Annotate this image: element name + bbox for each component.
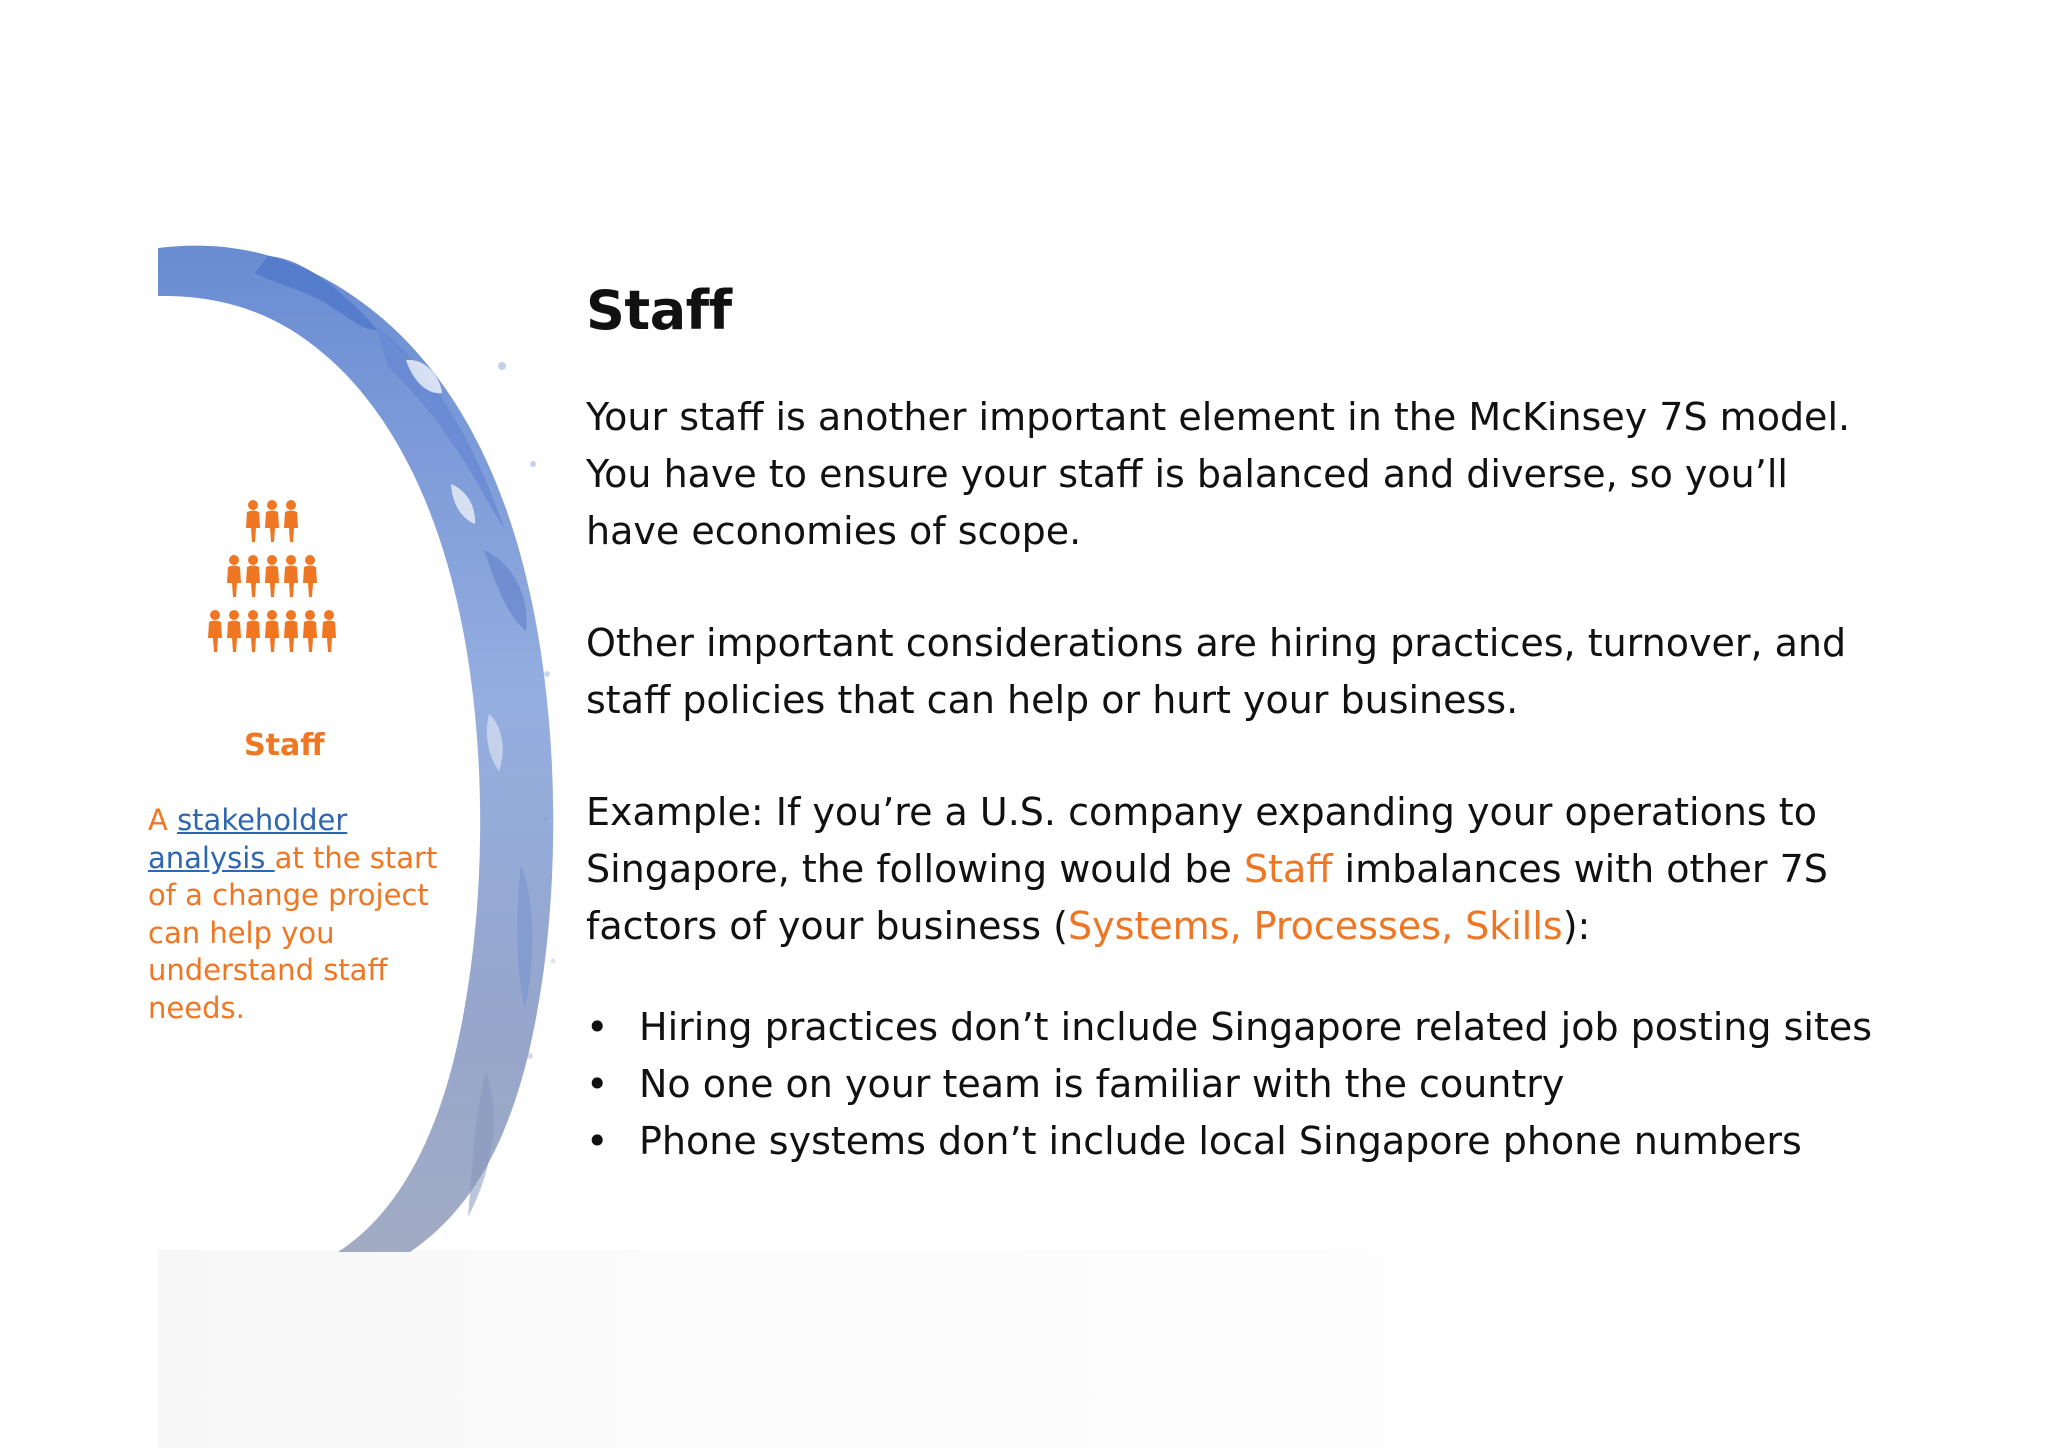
bullet-marker: • <box>586 1005 609 1049</box>
bullet-list <box>586 999 1886 1170</box>
bullet-marker: • <box>586 1062 609 1106</box>
brush-arc-decoration <box>150 240 570 1260</box>
bullet-item-2 <box>586 1056 1886 1113</box>
page-title: Staff <box>586 279 732 342</box>
paragraph-1: Your staff is another important element in the McKinsey 7S model. You have to ensure your staff is balanced and diverse, so you’ll have economies of scope. <box>586 395 1851 553</box>
sidebar-note-text: at the start of a change project can help you understand staff needs. <box>148 840 438 1025</box>
example-paragraph <box>586 784 1886 955</box>
paragraph-2: Other important considerations are hiring practices, turnover, and staff policies that can help or hurt your business. <box>586 621 1847 722</box>
sidebar-note-prefix: A <box>148 803 178 837</box>
staff-highlight: Staff <box>1243 847 1333 891</box>
example-text-1: Example: If you’re a U.S. company expanding your operations to Singapore, the following would be <box>586 790 1817 891</box>
bullet-text: Hiring practices don’t include Singapore related job posting sites <box>639 1005 1873 1049</box>
stakeholder-analysis-link[interactable]: stakeholder analysis <box>148 803 348 875</box>
sidebar-label: Staff <box>244 728 325 763</box>
example-text-2: imbalances with other 7S factors of your business ( <box>586 847 1828 948</box>
bullet-marker: • <box>586 1119 609 1163</box>
bullet-item-3 <box>586 1113 1886 1170</box>
example-text-3: ): <box>1562 904 1591 948</box>
sidebar-note <box>148 802 438 1027</box>
bullet-text: No one on your team is familiar with the country <box>639 1062 1565 1106</box>
main-content <box>586 276 1886 1170</box>
people-pyramid-icon <box>203 498 351 662</box>
background-panel <box>158 1250 2038 1448</box>
bullet-item-1 <box>586 999 1886 1056</box>
bullet-text: Phone systems don’t include local Singapore phone numbers <box>639 1119 1802 1163</box>
factors-highlight: Systems, Processes, Skills <box>1067 904 1563 948</box>
